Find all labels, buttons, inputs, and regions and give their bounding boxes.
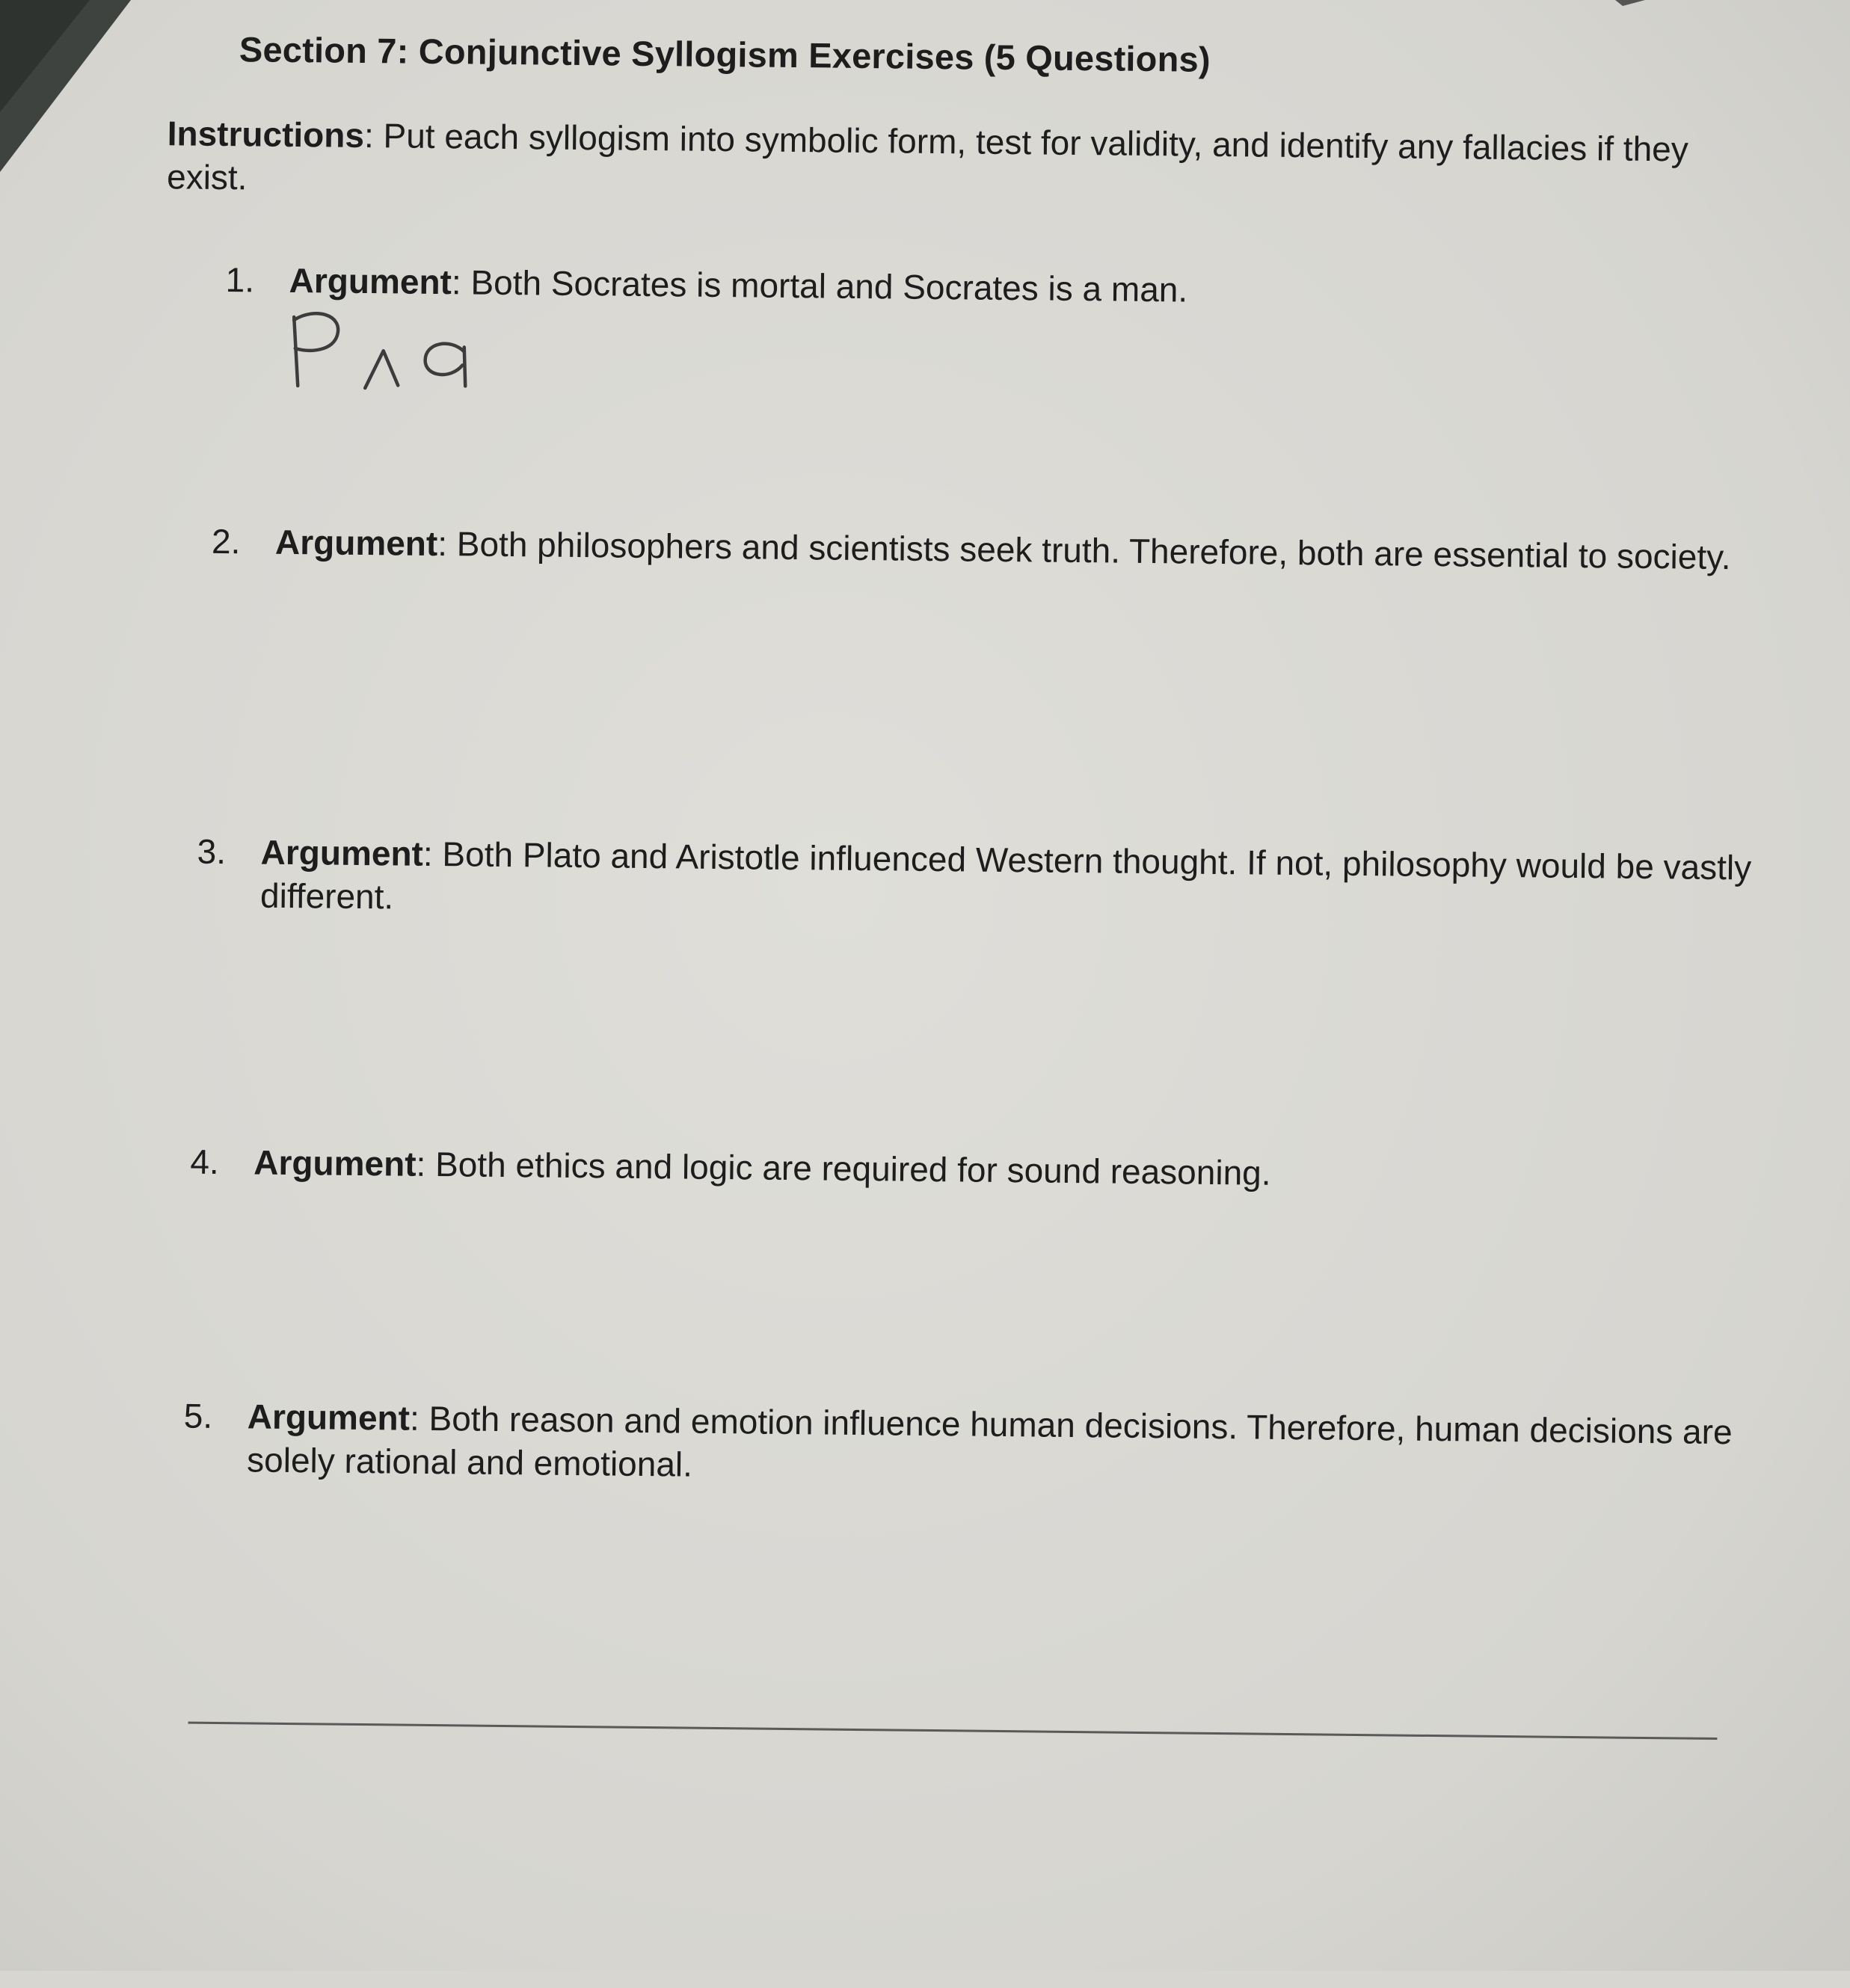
argument-text: : Both Plato and Aristotle influenced Western thought. If not, philosophy would be vastly different. bbox=[259, 834, 1752, 917]
question-argument bbox=[253, 1140, 1745, 1199]
argument-label: Argument bbox=[260, 832, 424, 873]
question-3 bbox=[197, 830, 1753, 917]
instructions bbox=[167, 111, 1753, 215]
question-number: 1. bbox=[225, 260, 255, 300]
question-5 bbox=[183, 1394, 1739, 1484]
question-number: 5. bbox=[183, 1396, 213, 1435]
instructions-text: : Put each syllogism into symbolic form, test for validity, and identify any fallacies if they exist. bbox=[166, 115, 1689, 197]
question-argument bbox=[289, 259, 1710, 317]
argument-label: Argument bbox=[247, 1397, 411, 1438]
divider-line bbox=[188, 1722, 1717, 1740]
question-number: 3. bbox=[197, 831, 227, 872]
argument-text: : Both philosophers and scientists seek truth. Therefore, both are essential to society. bbox=[437, 524, 1731, 577]
argument-text: : Both Socrates is mortal and Socrates is a man. bbox=[451, 262, 1188, 310]
argument-label: Argument bbox=[253, 1142, 417, 1184]
handwritten-answer-text: P∧a bbox=[285, 303, 287, 304]
question-argument bbox=[247, 1394, 1739, 1497]
instructions-label: Instructions bbox=[167, 114, 365, 155]
question-argument bbox=[275, 520, 1745, 579]
argument-text: : Both reason and emotion influence human decisions. Therefore, human decisions are solely rational and emotional. bbox=[246, 1398, 1733, 1484]
handwritten-answer-1 bbox=[284, 304, 494, 403]
argument-text: : Both ethics and logic are required for sound reasoning. bbox=[416, 1144, 1271, 1193]
question-number: 2. bbox=[211, 521, 241, 561]
question-2 bbox=[211, 520, 1745, 577]
question-1 bbox=[225, 258, 1706, 310]
section-title: Section 7: Conjunctive Syllogism Exercises (5 Questions) bbox=[239, 29, 1211, 79]
question-number: 4. bbox=[190, 1142, 220, 1182]
argument-label: Argument bbox=[274, 522, 438, 564]
argument-label: Argument bbox=[289, 260, 452, 302]
question-argument bbox=[260, 831, 1753, 933]
handwritten-p-and-a bbox=[293, 313, 466, 389]
question-4 bbox=[190, 1140, 1746, 1193]
